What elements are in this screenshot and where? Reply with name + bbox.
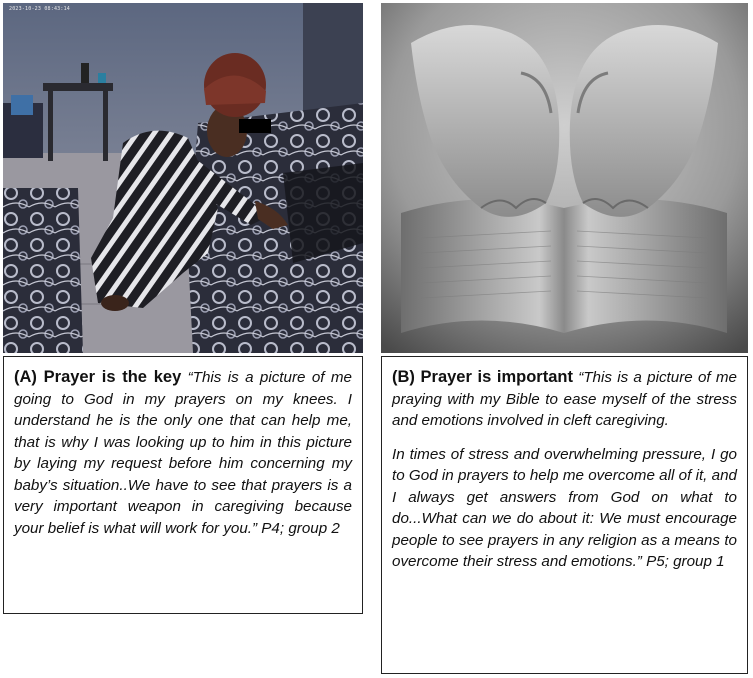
caption-a-title: (A) Prayer is the key — [14, 368, 182, 386]
caption-b-quote-p2: In times of stress and overwhelming pressure, I go to God in prayers to help me overcome all of it, and I always get answers from God on what to do...What can we do about it: We must encourage people to see prayers in any religion as a means to overcome their stress and emotions.” P5; group 1 — [392, 445, 737, 570]
caption-b-text-p1 — [392, 367, 737, 432]
caption-a-quote: “This is a picture of me going to God in my prayers on my knees. I understand he is the only one that can help me, that is why I was looking up to him in this picture by laying my request before him concerning my baby’s situation..We have to see that prayers is a very important weapon in caregiving because your belief is what will work for you.” P4; group 2 — [14, 369, 352, 537]
caption-b — [381, 356, 748, 674]
photo-a-prayer-kneeling — [3, 3, 363, 353]
caption-b-quote-p1: “This is a picture of me praying with my Bible to ease myself of the stress and emotions involved in cleft caregiving. — [392, 369, 737, 429]
caption-a-text — [14, 367, 352, 539]
caption-a — [3, 356, 363, 614]
caption-b-title: (B) Prayer is important — [392, 368, 573, 386]
photo-timestamp: 2023-10-23 08:43:14 — [9, 6, 70, 12]
photo-b-hands-bible — [381, 3, 748, 353]
kneeling-prayer-photo-icon — [3, 3, 363, 353]
hands-bible-photo-icon — [381, 3, 748, 353]
